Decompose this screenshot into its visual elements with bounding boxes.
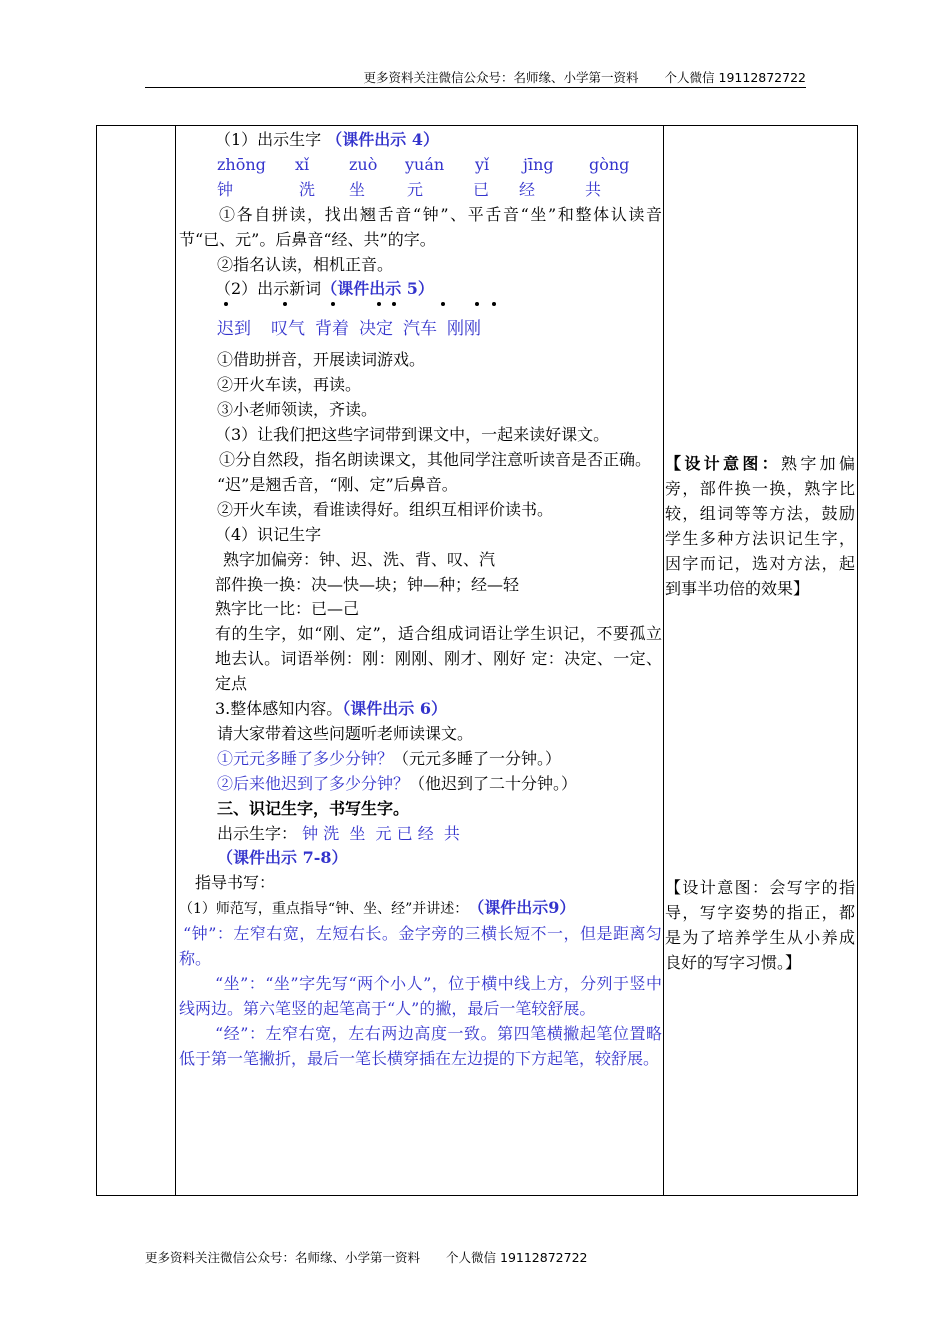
s2-tag: （课件出示 5） [321,279,434,299]
s4-b: 部件换一换：决—快—块；钟—种；经—轻 [215,574,520,594]
s3-step2: ②开火车读，看谁读得好。组织互相评价读书。 [217,499,554,519]
lesson-table [96,125,858,1196]
s1-line [179,128,662,153]
emphasis-dots [179,302,662,316]
design-note-2: 【设计意图：会写字的指导，写字姿势的指正，都是为了培养学生从小养成良好的写字习惯。】 [665,878,855,972]
content-column [176,126,664,1196]
s2-label: （2）出示新词 [215,279,322,299]
tag-7-8: （课件出示 7-8） [217,848,348,868]
char-4: 元 [407,179,424,199]
show-label: 出示生字： [217,823,298,843]
design-note-1 [665,452,855,601]
dot [224,302,228,306]
a2: （他迟到了二十分钟。） [409,773,578,793]
q1: ①元元多睡了多少分钟？ [217,748,394,768]
left-column [97,126,176,1196]
dot [283,302,287,306]
q2: ②后来他迟到了多少分钟？ [217,773,410,793]
s1-tag: （课件出示 4） [326,130,439,149]
char-1: 钟 [217,179,234,199]
footer-text: 更多资料关注微信公众号：名师缘、小学第一资料 [145,1250,421,1265]
word-row [179,316,662,342]
note1-bold: 【设计意图： [665,454,781,473]
s2-step3: ③小老师领读，齐读。 [217,400,378,420]
char-3: 坐 [349,179,366,199]
header-rule [145,87,806,88]
char-row [179,178,662,203]
pinyin-1: zhōng [217,154,266,174]
a1: （元元多睡了一分钟。） [393,748,562,768]
dot [377,302,381,306]
dot [492,302,496,306]
s1-step2: ②指名认读，相机正音。 [217,254,394,274]
pinyin-6: jīng [523,154,554,174]
s3-text: （3）让我们把这些字词带到课文中，一起来读好课文。 [215,425,610,445]
header-text: 更多资料关注微信公众号：名师缘、小学第一资料 [363,70,639,85]
char-6: 经 [519,179,536,199]
pinyin-3: zuò [349,154,378,174]
w1-line [179,896,662,922]
footer-wechat: 个人微信 19112872722 [446,1250,588,1265]
zuo-guide: “坐”：“坐”字先写“两个小人”，位于横中线上方，分列于竖中线两边。第六笔竖的起笔高于“人”的撇，最后一笔较舒展。 [179,974,662,1018]
p3-line [179,697,662,722]
w1-label: （1）师范写，重点指导“钟、坐、经”并讲述： [179,901,469,918]
notes-column [664,126,858,1196]
s4-a: 熟字加偏旁：钟、迟、洗、背、叹、汽 [223,549,496,569]
dot [475,302,479,306]
p3-label: 3.整体感知内容。 [215,699,343,719]
s2-step2: ②开火车读，再读。 [217,375,362,395]
show-line [179,822,662,847]
word-5: 汽车 [403,319,437,340]
pinyin-row [179,153,662,178]
s2-step1: ①借助拼音，开展读词游戏。 [217,350,426,370]
word-1: 迟到 [217,319,251,340]
word-2: 叹气 [271,319,305,340]
char-2: 洗 [299,179,316,199]
word-6: 刚刚 [447,319,481,340]
q1-line [179,747,662,772]
dot [392,302,396,306]
word-4: 决定 [359,319,393,340]
show-chars: 钟 洗 坐 元 已 经 共 [302,823,460,843]
char-5: 已 [473,179,490,199]
zhong-guide: “钟”：左窄右宽，左短右长。金字旁的三横长短不一，但是距离匀称。 [179,924,662,969]
section3-heading: 三、识记生字，书写生字。 [217,798,410,818]
s4-c: 熟字比一比：已—己 [215,599,360,619]
page-footer [145,1248,587,1266]
s2-line [179,277,662,302]
s3-note: “迟”是翘舌音，“刚、定”后鼻音。 [217,474,458,494]
dot [441,302,445,306]
w1-tag: （课件出示9） [476,898,576,918]
s4-d: 有的生字，如“刚、定”，适合组成词语让学生识记，不要孤立地去认。词语举例：刚：刚刚、刚才、刚好 定：决定、一定、定点 [215,624,662,694]
pinyin-4: yuán [405,154,445,174]
q2-line [179,772,662,797]
jing-guide: “经”：左窄右宽，左右两边高度一致。第四笔横撇起笔位置略低于第一笔撇折，最后一笔长横穿插在左边提的下方起笔，较舒展。 [179,1023,662,1068]
note1-text: 熟字加偏旁，部件换一换，熟字比较，组词等等方法，鼓励学生多种方法识记生字，因字而记，选对方法，起到事半功倍的效果】 [665,454,855,598]
p3-intro: 请大家带着这些问题听老师读课文。 [217,723,474,743]
s4-label: （4）识记生字 [215,524,322,544]
header-wechat: 个人微信 19112872722 [664,70,806,85]
page-header [145,68,806,86]
pinyin-7: gòng [589,154,630,174]
word-3: 背着 [315,319,349,340]
dot [331,302,335,306]
guide-label: 指导书写： [195,873,276,893]
s3-step1: ①分自然段，指名朗读课文，其他同学注意听读音是否正确。 [219,449,652,469]
pinyin-2: xǐ [295,154,310,174]
s1-step1: ①各自拼读，找出翘舌音“钟”、平舌音“坐”和整体认读音节“已、元”。后鼻音“经、共”的字。 [179,204,662,249]
char-7: 共 [585,179,602,199]
pinyin-5: yǐ [475,154,490,174]
p3-tag: （课件出示 6） [342,699,447,719]
s1-label: （1）出示生字 [215,130,327,149]
